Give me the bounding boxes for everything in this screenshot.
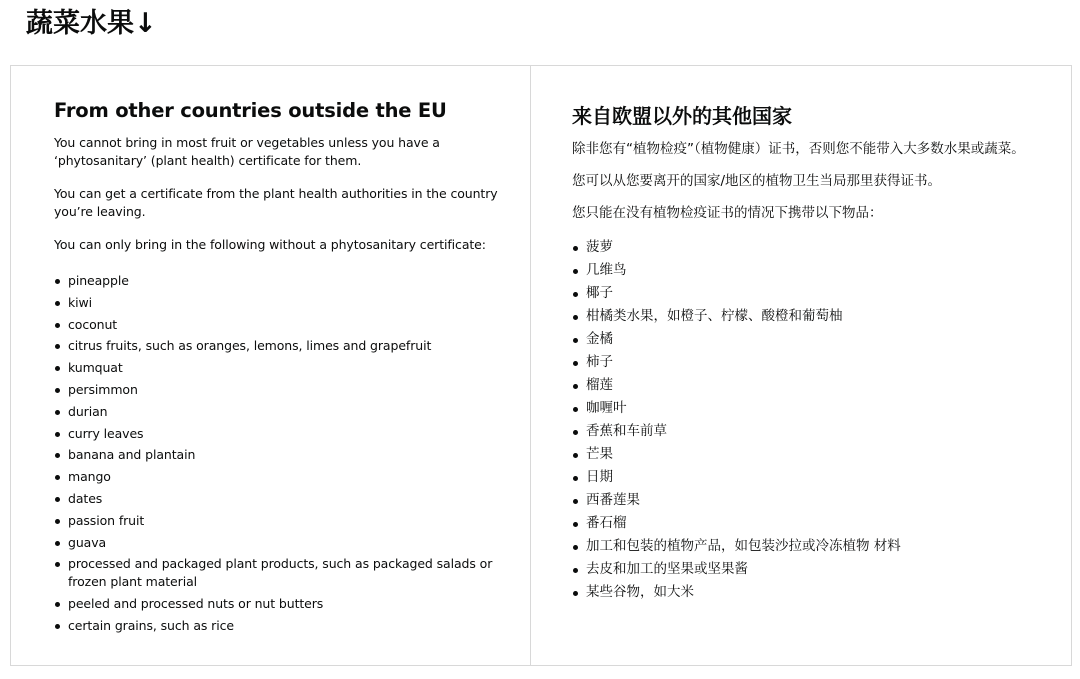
english-exempt-list (54, 272, 524, 635)
list-item: curry leaves (54, 425, 524, 443)
list-item: 某些谷物，如大米 (572, 583, 1052, 602)
list-item: 菠萝 (572, 238, 1052, 257)
list-item: durian (54, 403, 524, 421)
list-item: 几维鸟 (572, 261, 1052, 280)
chinese-paragraph: 您可以从您要离开的国家/地区的植物卫生当局那里获得证书。 (572, 173, 942, 189)
list-item: 加工和包装的植物产品，如包装沙拉或冷冻植物 材料 (572, 537, 1052, 556)
list-item: 番石榴 (572, 514, 1052, 533)
chinese-column (572, 66, 1052, 606)
english-paragraph: You cannot bring in most fruit or vegetables unless you have a ‘phytosanitary’ (plant health) certificate for them. (54, 135, 440, 168)
list-item: 日期 (572, 468, 1052, 487)
list-item: 西番莲果 (572, 491, 1052, 510)
list-item: 柑橘类水果，如橙子、柠檬、酸橙和葡萄柚 (572, 307, 1052, 326)
list-item: coconut (54, 316, 524, 334)
list-item: 金橘 (572, 330, 1052, 349)
list-item: kiwi (54, 294, 524, 312)
chinese-exempt-list (572, 238, 1052, 602)
list-item: dates (54, 490, 524, 508)
list-item: banana and plantain (54, 446, 524, 464)
column-divider (530, 66, 531, 665)
page-title: 蔬菜水果↓ (26, 8, 157, 39)
list-item: mango (54, 468, 524, 486)
list-item: 榴莲 (572, 376, 1052, 395)
list-item: 去皮和加工的坚果或坚果酱 (572, 560, 1052, 579)
list-item: kumquat (54, 359, 524, 377)
comparison-panel (10, 65, 1072, 666)
chinese-heading: 来自欧盟以外的其他国家 (572, 104, 792, 128)
english-paragraph: You can only bring in the following without a phytosanitary certificate: (54, 237, 486, 252)
list-item: processed and packaged plant products, such as packaged salads or frozen plant material (54, 555, 524, 591)
list-item: 香蕉和车前草 (572, 422, 1052, 441)
list-item: passion fruit (54, 512, 524, 530)
list-item: 咖喱叶 (572, 399, 1052, 418)
list-item: 芒果 (572, 445, 1052, 464)
chinese-paragraph: 您只能在没有植物检疫证书的情况下携带以下物品： (572, 205, 883, 221)
list-item: citrus fruits, such as oranges, lemons, limes and grapefruit (54, 337, 524, 355)
list-item: pineapple (54, 272, 524, 290)
list-item: peeled and processed nuts or nut butters (54, 595, 524, 613)
english-heading: From other countries outside the EU (54, 99, 447, 122)
english-paragraph: You can get a certificate from the plant health authorities in the country you’re leaving. (54, 186, 498, 219)
chinese-paragraph: 除非您有“植物检疫”（植物健康）证书，否则您不能带入大多数水果或蔬菜。 (572, 141, 1025, 157)
list-item: 柿子 (572, 353, 1052, 372)
list-item: guava (54, 534, 524, 552)
list-item: 椰子 (572, 284, 1052, 303)
list-item: certain grains, such as rice (54, 617, 524, 635)
english-column (54, 66, 524, 639)
list-item: persimmon (54, 381, 524, 399)
